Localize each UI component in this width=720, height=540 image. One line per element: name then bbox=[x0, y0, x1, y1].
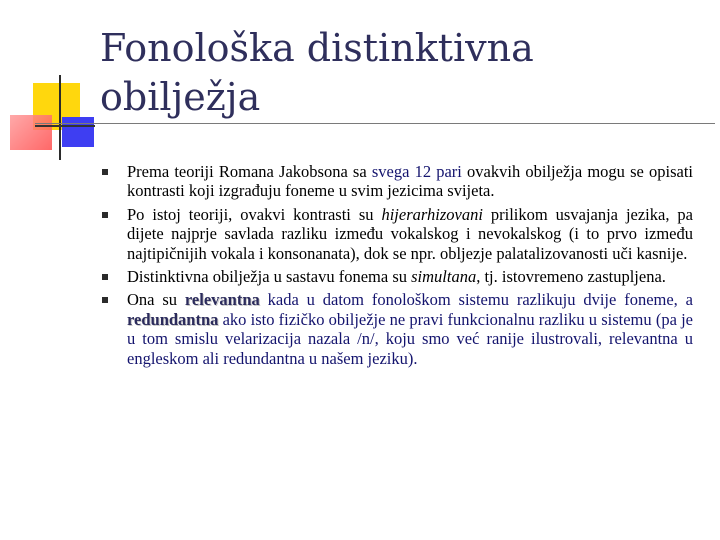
bullet-4-text-mid: kada u datom fonološkom sistemu razlikuju dvije foneme, a bbox=[259, 290, 693, 310]
bullet-item-2 bbox=[102, 205, 693, 263]
bullet-1-text-end: ovakvih obilježja mogu se opisati kontrasti koji izgrađuju foneme u svim jezicima svijeta. bbox=[127, 162, 693, 201]
title-divider-line bbox=[35, 123, 715, 124]
bullet-item-3 bbox=[102, 267, 693, 286]
decor-blue-square bbox=[62, 117, 94, 147]
decor-red-square bbox=[10, 115, 52, 150]
bullet-2-text-end: prilikom usvajanja jezika, pa dijete najprje savlada razliku između vokalskog i nevokalskog (i to prvo između najtipičnijih vokala i konsonanata), dok se npr. obljezje palatalizovanosti uči kasnije. bbox=[127, 204, 693, 263]
square-bullet-icon bbox=[102, 297, 108, 303]
square-bullet-icon bbox=[102, 274, 108, 280]
square-bullet-icon bbox=[102, 212, 108, 218]
bullet-item-4 bbox=[102, 290, 693, 368]
decor-vertical-line bbox=[59, 75, 61, 160]
bullet-2-italic: hijerarhizovani bbox=[381, 204, 483, 224]
bullet-4-bold-redundantna: redundantna bbox=[127, 309, 219, 329]
bullet-list bbox=[102, 162, 693, 372]
bullet-4-bold-relevantna: relevantna bbox=[184, 290, 260, 310]
slide-title bbox=[100, 24, 700, 122]
slide-title-line-2: obilježja bbox=[100, 75, 261, 119]
bullet-1-text: Prema teoriji Romana Jakobsona sa bbox=[127, 162, 372, 181]
bullet-2-text: Po istoj teoriji, ovakvi kontrasti su bbox=[127, 204, 382, 224]
bullet-item-1 bbox=[102, 162, 693, 201]
slide-title-line-1: Fonološka distinktivna bbox=[100, 26, 534, 70]
bullet-4-text-end: ako isto fizičko obilježje ne pravi funkcionalnu razliku u sistemu (pa je u tom smislu velarizacija nazala /n/, koju smo već ranije ilustrovali, relevantna u engleskom ali redundantna u našem jeziku). bbox=[127, 309, 693, 368]
bullet-1-highlight: svega 12 pari bbox=[371, 162, 462, 181]
bullet-3-text-end: , tj. istovremeno zastupljena. bbox=[476, 267, 666, 287]
bullet-3-italic: simultana bbox=[411, 267, 477, 287]
square-bullet-icon bbox=[102, 169, 108, 175]
decor-short-line bbox=[35, 125, 95, 127]
bullet-3-text: Distinktivna obilježja u sastavu fonema su bbox=[127, 267, 412, 287]
bullet-4-text: Ona su bbox=[127, 290, 185, 310]
